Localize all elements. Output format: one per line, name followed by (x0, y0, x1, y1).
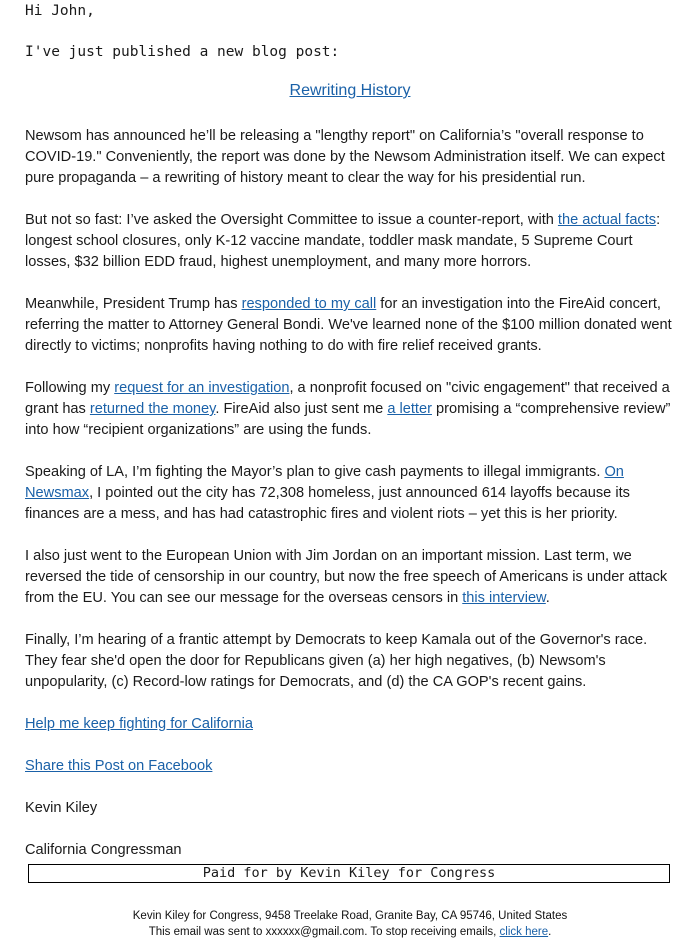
paragraph-5: Speaking of LA, I’m fighting the Mayor’s plan to give cash payments to illegal immigrants. On Newsmax, I pointed out the city has 72,308 homeless, just announced 614 layoffs because its finances are a mess, and has had catastrophic fires and violent riots – yet this is her priority. (25, 464, 630, 522)
signature-title: California Congressman (25, 842, 182, 858)
unsubscribe-link[interactable]: click here (499, 926, 549, 938)
paragraph-4: Following my request for an investigation, a nonprofit focused on "civic engagement" that received a grant has returned the money. FireAid also just sent me a letter promising a “comprehensive review” into how “recipient organizations” are using the funds. (25, 380, 671, 438)
footer-sent-line: This email was sent to xxxxxx@gmail.com. To stop receiving emails, click here. (148, 926, 552, 938)
paragraph-7: Finally, I’m hearing of a frantic attempt by Democrats to keep Kamala out of the Governor's race. They fear she'd open the door for Republicans given (a) her high negatives, (b) Newsom's unpopularity, (c) Record-low ratings for Democrats, and (d) the CA GOP's recent gains. (25, 632, 648, 690)
paragraph-1: Newsom has announced he’ll be releasing a "lengthy report" on California’s "overall response to COVID-19." Conveniently, the report was done by the Newsom Administration itself. We can expect pure propaganda – a rewriting of history meant to clear the way for his presidential run. (25, 128, 665, 186)
request-investigation-link[interactable]: request for an investigation (114, 380, 290, 396)
share-facebook-link[interactable]: Share this Post on Facebook (25, 758, 213, 774)
paragraph-6: I also just went to the European Union with Jim Jordan on an important mission. Last term, we reversed the tide of censorship in our country, but now the free speech of Americans is under attack from the EU. You can see our message for the overseas censors in this interview. (25, 548, 668, 606)
cta-paragraph (25, 714, 675, 735)
this-interview-link[interactable]: this interview (462, 590, 546, 606)
email-body (25, 126, 675, 882)
paragraph-2: But not so fast: I’ve asked the Oversight Committee to issue a counter-report, with the actual facts: longest school closures, only K-12 vaccine mandate, toddler mask mandate, 5 Supreme Court losses, $32 billion EDD fraud, highest unemployment, and many more horrors. (25, 212, 661, 270)
post-title-link[interactable]: Rewriting History (289, 82, 411, 99)
a-letter-link[interactable]: a letter (387, 401, 432, 417)
help-fighting-link[interactable]: Help me keep fighting for California (25, 716, 253, 732)
share-paragraph (25, 756, 675, 777)
greeting: Hi John, (25, 3, 95, 19)
responded-to-my-call-link[interactable]: responded to my call (241, 296, 377, 312)
paragraph-3: Meanwhile, President Trump has responded to my call for an investigation into the FireAid concert, referring the matter to Attorney General Bondi. We've learned none of the $100 million donated went directly to victims; nonprofits having nothing to do with fire relief received grants. (25, 296, 672, 354)
the-actual-facts-link[interactable]: the actual facts (557, 212, 657, 228)
footer-address: Kevin Kiley for Congress, 9458 Treelake Road, Granite Bay, CA 95746, United States (132, 910, 568, 922)
on-newsmax-link[interactable]: On Newsmax (25, 464, 624, 501)
footer (0, 908, 700, 940)
signature-name: Kevin Kiley (25, 800, 98, 816)
paid-for-box: Paid for by Kevin Kiley for Congress (28, 864, 670, 883)
intro-text: I've just published a new blog post: (25, 44, 340, 60)
returned-money-link[interactable]: returned the money (89, 401, 216, 417)
post-title-container (0, 82, 700, 100)
